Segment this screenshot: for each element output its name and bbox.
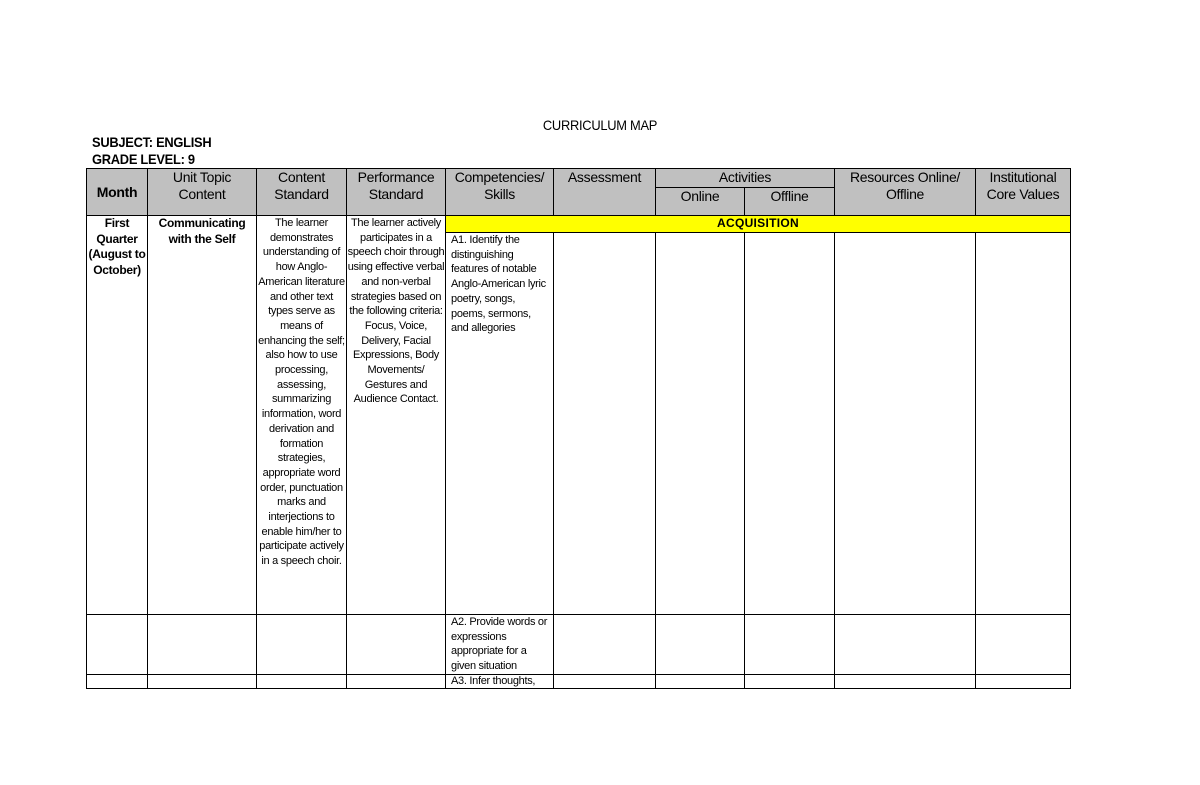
header-core-values: Institutional Core Values [976,169,1071,216]
header-resources: Resources Online/ Offline [835,169,976,216]
assessment-cell [554,615,656,675]
content-standard-cell: The learner demonstrates understanding of how Anglo-American literature and other text types serve as means of enhancing the self; also how to use processing, assessing, summarizing information, word derivation and formation strategies, appropriate word order, punctuation marks and interjections to enable him/her to participate actively in a speech choir. [257,216,347,615]
online-activity-cell [656,615,745,675]
competency-cell: A3. Infer thoughts, [446,675,554,689]
content-standard-cell [257,675,347,689]
grade-level-label: GRADE LEVEL: 9 [92,151,195,167]
core-values-cell [976,233,1071,615]
unit-topic-cell [148,615,257,675]
assessment-cell [554,675,656,689]
header-month: Month [87,169,148,216]
curriculum-map-table [86,168,1071,689]
resources-cell [835,615,976,675]
resources-cell [835,675,976,689]
unit-topic-cell [148,675,257,689]
header-content-standard: Content Standard [257,169,347,216]
header-assessment: Assessment [554,169,656,216]
content-standard-cell [257,615,347,675]
header-unit-topic: Unit Topic Content [148,169,257,216]
offline-activity-cell [745,675,835,689]
header-offline: Offline [745,188,835,216]
core-values-cell [976,675,1071,689]
header-competencies: Competencies/ Skills [446,169,554,216]
acquisition-band: ACQUISITION [446,216,1071,233]
offline-activity-cell [745,615,835,675]
unit-topic-cell: Communicating with the Self [148,216,257,615]
core-values-cell [976,615,1071,675]
competency-cell: A2. Provide words or expressions appropriate for a given situation [446,615,554,675]
month-cell: First Quarter (August to October) [87,216,148,615]
month-cell [87,615,148,675]
competency-cell: A1. Identify the distinguishing features of notable Anglo-American lyric poetry, songs, poems, sermons, and allegories [446,233,554,615]
month-cell [87,675,148,689]
performance-standard-cell [347,675,446,689]
page-title: CURRICULUM MAP [542,117,658,133]
online-activity-cell [656,675,745,689]
performance-standard-cell: The learner actively participates in a speech choir through using effective verbal and non-verbal strategies based on the following criteria: Focus, Voice, Delivery, Facial Expressions, Body Movements/ Gestures and Audience Contact. [347,216,446,615]
resources-cell [835,233,976,615]
online-activity-cell [656,233,745,615]
performance-standard-cell [347,615,446,675]
header-online: Online [656,188,745,216]
header-performance-standard: Performance Standard [347,169,446,216]
subject-label: SUBJECT: ENGLISH [92,134,212,150]
assessment-cell [554,233,656,615]
offline-activity-cell [745,233,835,615]
header-activities: Activities [656,169,835,188]
